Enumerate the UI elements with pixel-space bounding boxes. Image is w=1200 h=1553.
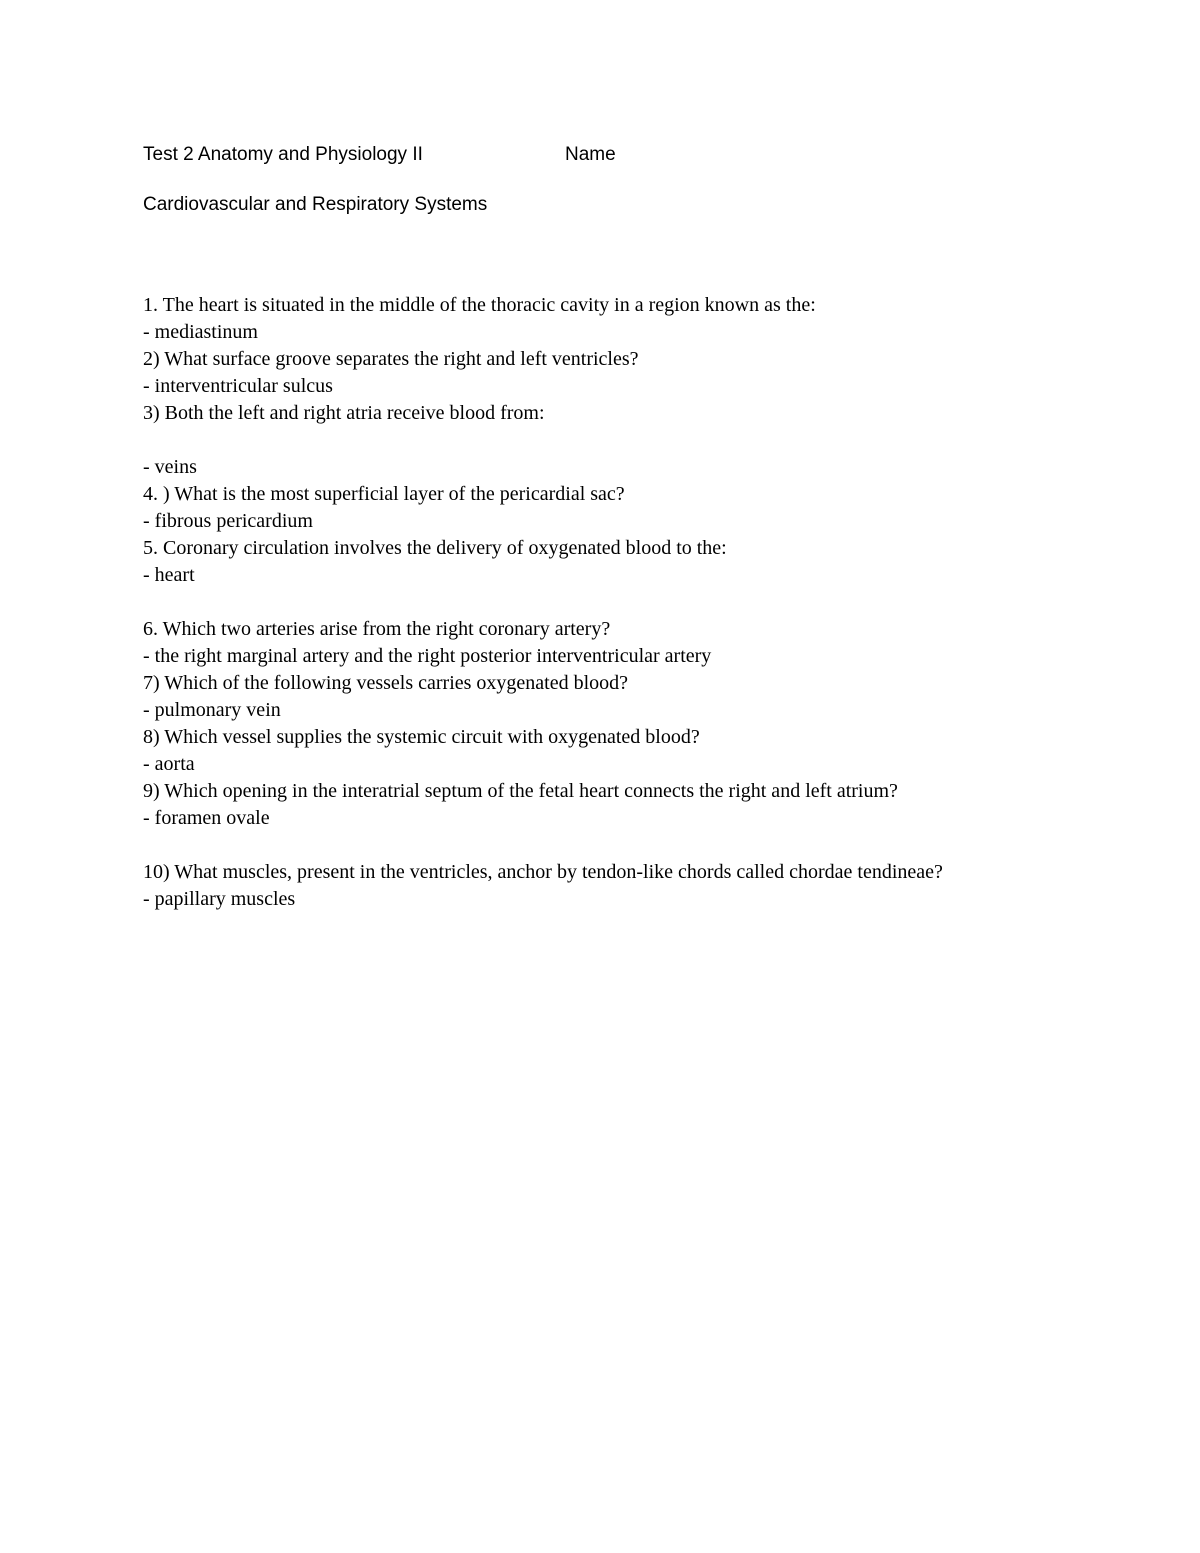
question-1: 1. The heart is situated in the middle of the thoracic cavity in a region known as the: [143,294,816,316]
test-subtitle: Cardiovascular and Respiratory Systems [143,194,488,215]
answer-1: - mediastinum [143,321,258,343]
question-6: 6. Which two arteries arise from the right coronary artery? [143,618,611,640]
blank-line [143,832,1063,859]
question-9: 9) Which opening in the interatrial septum of the fetal heart connects the right and left atrium? [143,780,898,802]
answer-3: - veins [143,456,197,478]
blank-line [143,589,1063,616]
test-title: Test 2 Anatomy and Physiology II [143,144,423,165]
answer-2: - interventricular sulcus [143,375,333,397]
answer-8: - aorta [143,753,195,775]
question-8: 8) Which vessel supplies the systemic circuit with oxygenated blood? [143,726,700,748]
question-7: 7) Which of the following vessels carries oxygenated blood? [143,672,629,694]
question-2: 2) What surface groove separates the right and left ventricles? [143,348,639,370]
answer-4: - fibrous pericardium [143,510,313,532]
answer-7: - pulmonary vein [143,699,281,721]
question-list [143,292,1063,913]
question-10: 10) What muscles, present in the ventricles, anchor by tendon-like chords called chordae tendineae? [143,861,943,883]
answer-5: - heart [143,564,195,586]
question-3: 3) Both the left and right atria receive blood from: [143,402,545,424]
question-4: 4. ) What is the most superficial layer of the pericardial sac? [143,483,625,505]
name-label: Name [565,144,616,165]
question-5: 5. Coronary circulation involves the delivery of oxygenated blood to the: [143,537,727,559]
answer-10: - papillary muscles [143,888,296,910]
answer-6: - the right marginal artery and the right posterior interventricular artery [143,645,712,667]
answer-9: - foramen ovale [143,807,270,829]
blank-line [143,427,1063,454]
